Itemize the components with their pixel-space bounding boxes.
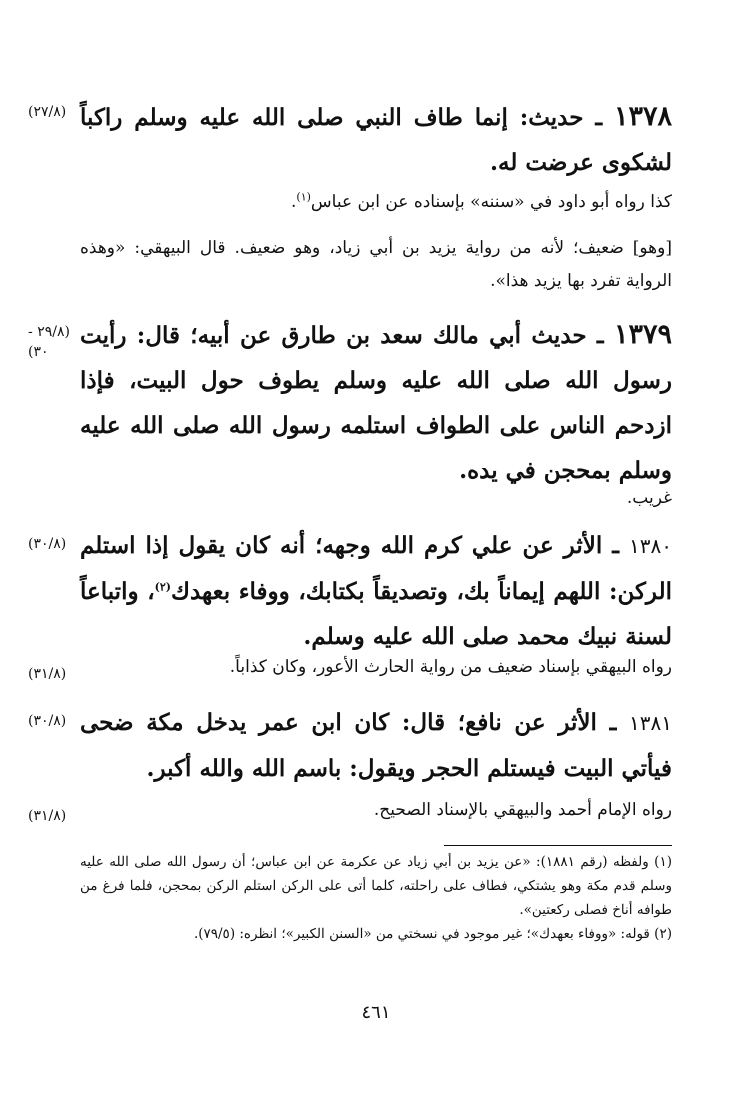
- commentary-1378-a: [112, 186, 672, 219]
- volume-page-ref: (٣١/٨): [28, 666, 67, 682]
- hadith-text: ـ الأثر عن نافع؛ قال: كان ابن عمر يدخل مكة ضحى فيأتي البيت فيستلم الحجر ويقول: باسم الله والله أكبر.: [80, 709, 672, 782]
- volume-page-ref: (٣٠/٨): [28, 536, 67, 552]
- commentary-tail: .: [291, 192, 297, 212]
- footnote-1: (١) ولفظه (رقم ١٨٨١): «عن يزيد بن أبي زياد عن عكرمة عن ابن عباس؛ أن رسول الله صلى الله عليه وسلم قدم مكة وهو يشتكي، فطاف على راحلته، كلما أتى على الركن استلم الركن بمحجن، فلما فرغ من طوافه أناخ فصلى ركعتين».: [80, 854, 672, 918]
- commentary-text: كذا رواه أبو داود في «سننه» بإسناده عن ابن عباس: [310, 192, 672, 212]
- hadith-1380: [80, 523, 672, 659]
- commentary-1378-b: [80, 232, 672, 298]
- hadith-1379: [80, 312, 672, 493]
- hadith-number: ١٣٧٩: [613, 319, 672, 350]
- volume-page-ref: (٣٠/٨): [28, 713, 67, 729]
- footnote-separator: [444, 845, 672, 846]
- hadith-number: ١٣٨١: [629, 711, 673, 735]
- hadith-text: ـ حديث أبي مالك سعد بن طارق عن أبيه؛ قال: رأيت رسول الله صلى الله عليه وسلم يطوف حول البيت، فإذا ازدحم الناس على الطواف استلمه رسول الله صلى الله عليه وسلم بمحجن في يده.: [80, 322, 672, 484]
- commentary-text: رواه الإمام أحمد والبيهقي بالإسناد الصحيح.: [373, 800, 672, 820]
- commentary-text: رواه البيهقي بإسناد ضعيف من رواية الحارث الأعور، وكان كذاباً.: [229, 657, 672, 677]
- volume-page-ref: (٢٧/٨): [28, 104, 67, 120]
- footnotes: [80, 850, 672, 946]
- footnote-2: (٢) قوله: «ووفاء بعهدك»؛ غير موجود في نسختي من «السنن الكبير»؛ انظره: (٧٩/٥).: [193, 926, 672, 942]
- page-number: ٤٦١: [361, 1002, 391, 1023]
- commentary-1379: [72, 483, 672, 513]
- hadith-1378: [80, 94, 672, 185]
- volume-page-ref: (٢٩/٨ - ٣٠): [28, 324, 70, 360]
- hadith-number: ١٣٨٠: [629, 534, 672, 558]
- commentary-text: [وهو] ضعيف؛ لأنه من رواية يزيد بن أبي زياد، وهو ضعيف. قال البيهقي: «وهذه الرواية تفرد بها يزيد هذا».: [80, 238, 672, 291]
- commentary-text: غريب.: [626, 488, 672, 508]
- hadith-text: ـ حديث: إنما طاف النبي صلى الله عليه وسلم راكباً لشكوى عرضت له.: [80, 104, 672, 176]
- footnote-marker: (٢): [154, 580, 171, 594]
- hadith-text-cont: ، واتباعاً لسنة نبيك محمد صلى الله عليه وسلم.: [80, 578, 672, 650]
- hadith-text: ـ الأثر عن علي كرم الله وجهه؛ أنه كان يقول إذا استلم الركن: اللهم إيماناً بك، وتصديقاً بكتابك، ووفاء بعهدك: [80, 532, 672, 605]
- commentary-1380: [72, 652, 672, 682]
- hadith-1381: [80, 700, 672, 791]
- commentary-1381: [72, 795, 672, 825]
- hadith-number: ١٣٧٨: [614, 101, 673, 132]
- footnote-marker: (١): [296, 190, 311, 204]
- volume-page-ref: (٣١/٨): [28, 808, 67, 824]
